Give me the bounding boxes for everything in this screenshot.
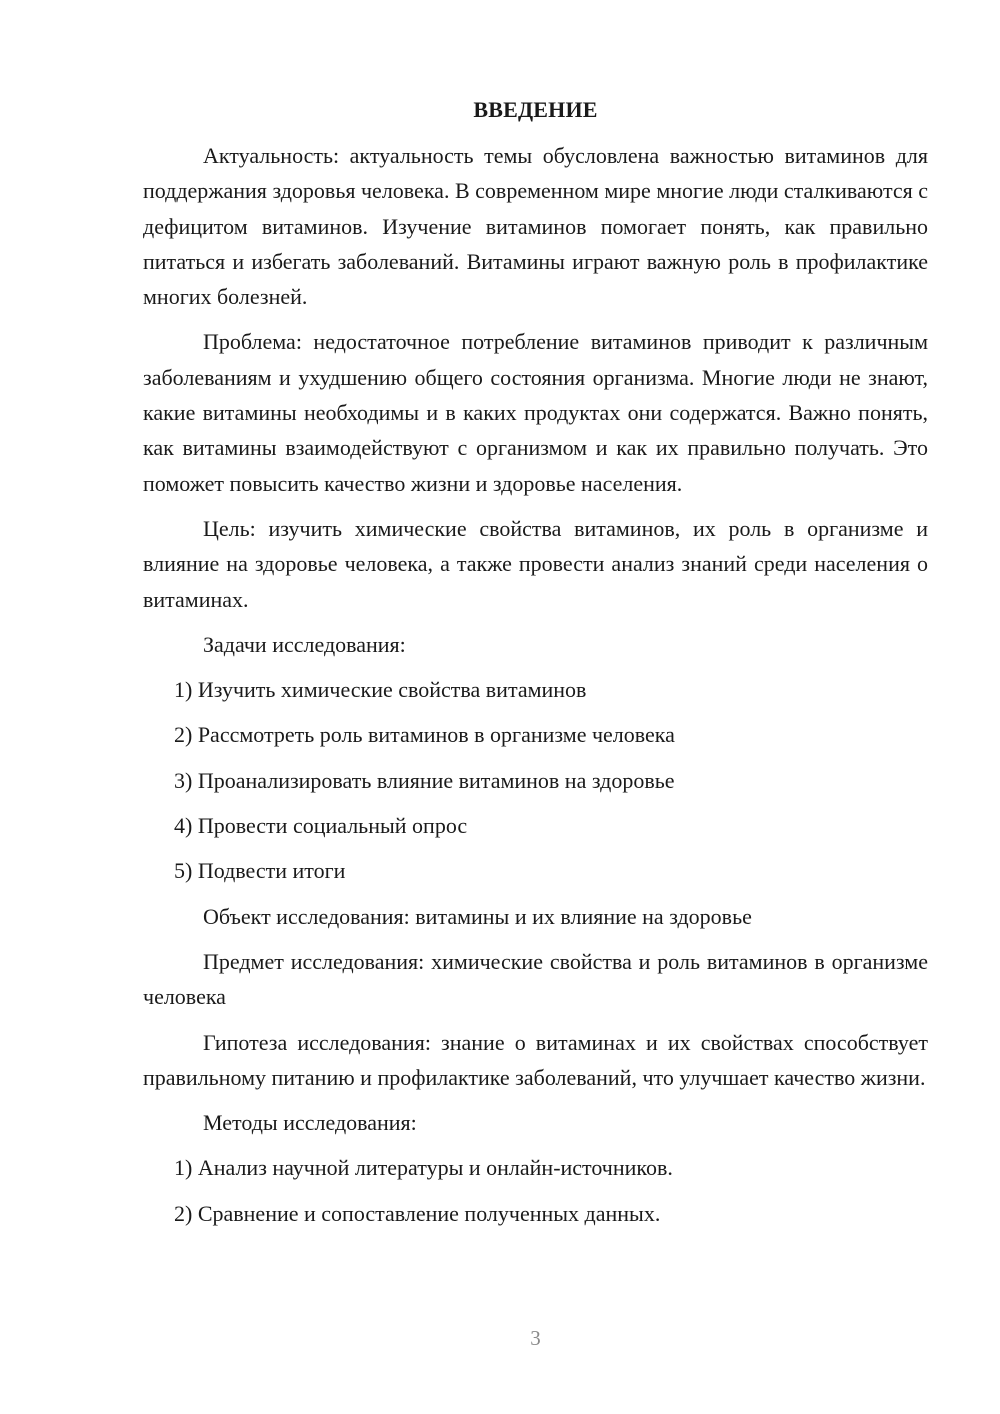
list-item: 1) Изучить химические свойства витаминов (174, 677, 587, 703)
page-number: 3 (530, 1326, 541, 1350)
list-item: 4) Провести социальный опрос (174, 813, 468, 839)
page-title: ВВЕДЕНИЕ (473, 97, 598, 122)
tasks-list (143, 672, 928, 888)
object-paragraph: Объект исследования: витамины и их влияние на здоровье (203, 903, 752, 929)
hypothesis-paragraph: Гипотеза исследования: знание о витаминах и их свойствах способствует правильному питанию и профилактике заболеваний, что улучшает качество жизни. (143, 1029, 928, 1090)
list-item: 5) Подвести итоги (174, 858, 346, 884)
methods-list (143, 1150, 928, 1231)
list-item: 2) Рассмотреть роль витаминов в организме человека (174, 722, 675, 748)
subject-paragraph: Предмет исследования: химические свойства и роль витаминов в организме человека (143, 948, 928, 1010)
list-item: 3) Проанализировать влияние витаминов на здоровье (174, 767, 675, 793)
list-item: 2) Сравнение и сопоставление полученных данных. (174, 1200, 661, 1226)
relevance-paragraph: Актуальность: актуальность темы обусловлена важностью витаминов для поддержания здоровья человека. В современном мире многие люди сталкиваются с дефицитом витаминов. Изучение витаминов помогает понять, как правильно питаться и избегать заболеваний. Витамины играют важную роль в профилактике многих болезней. (143, 143, 928, 310)
methods-heading: Методы исследования: (203, 1110, 417, 1136)
document-page (143, 94, 928, 1241)
problem-paragraph: Проблема: недостаточное потребление витаминов приводит к различным заболеваниям и ухудшению общего состояния организма. Многие люди не знают, какие витамины необходимы и в каких продуктах они содержатся. Важно понять, как витамины взаимодействуют с организмом и как их правильно получать. Это поможет повысить качество жизни и здоровье населения. (143, 329, 928, 496)
list-item: 1) Анализ научной литературы и онлайн-источников. (174, 1155, 673, 1181)
goal-paragraph: Цель: изучить химические свойства витаминов, их роль в организме и влияние на здоровье человека, а также провести анализ знаний среди населения о витаминах. (143, 515, 928, 612)
tasks-heading: Задачи исследования: (203, 631, 406, 657)
